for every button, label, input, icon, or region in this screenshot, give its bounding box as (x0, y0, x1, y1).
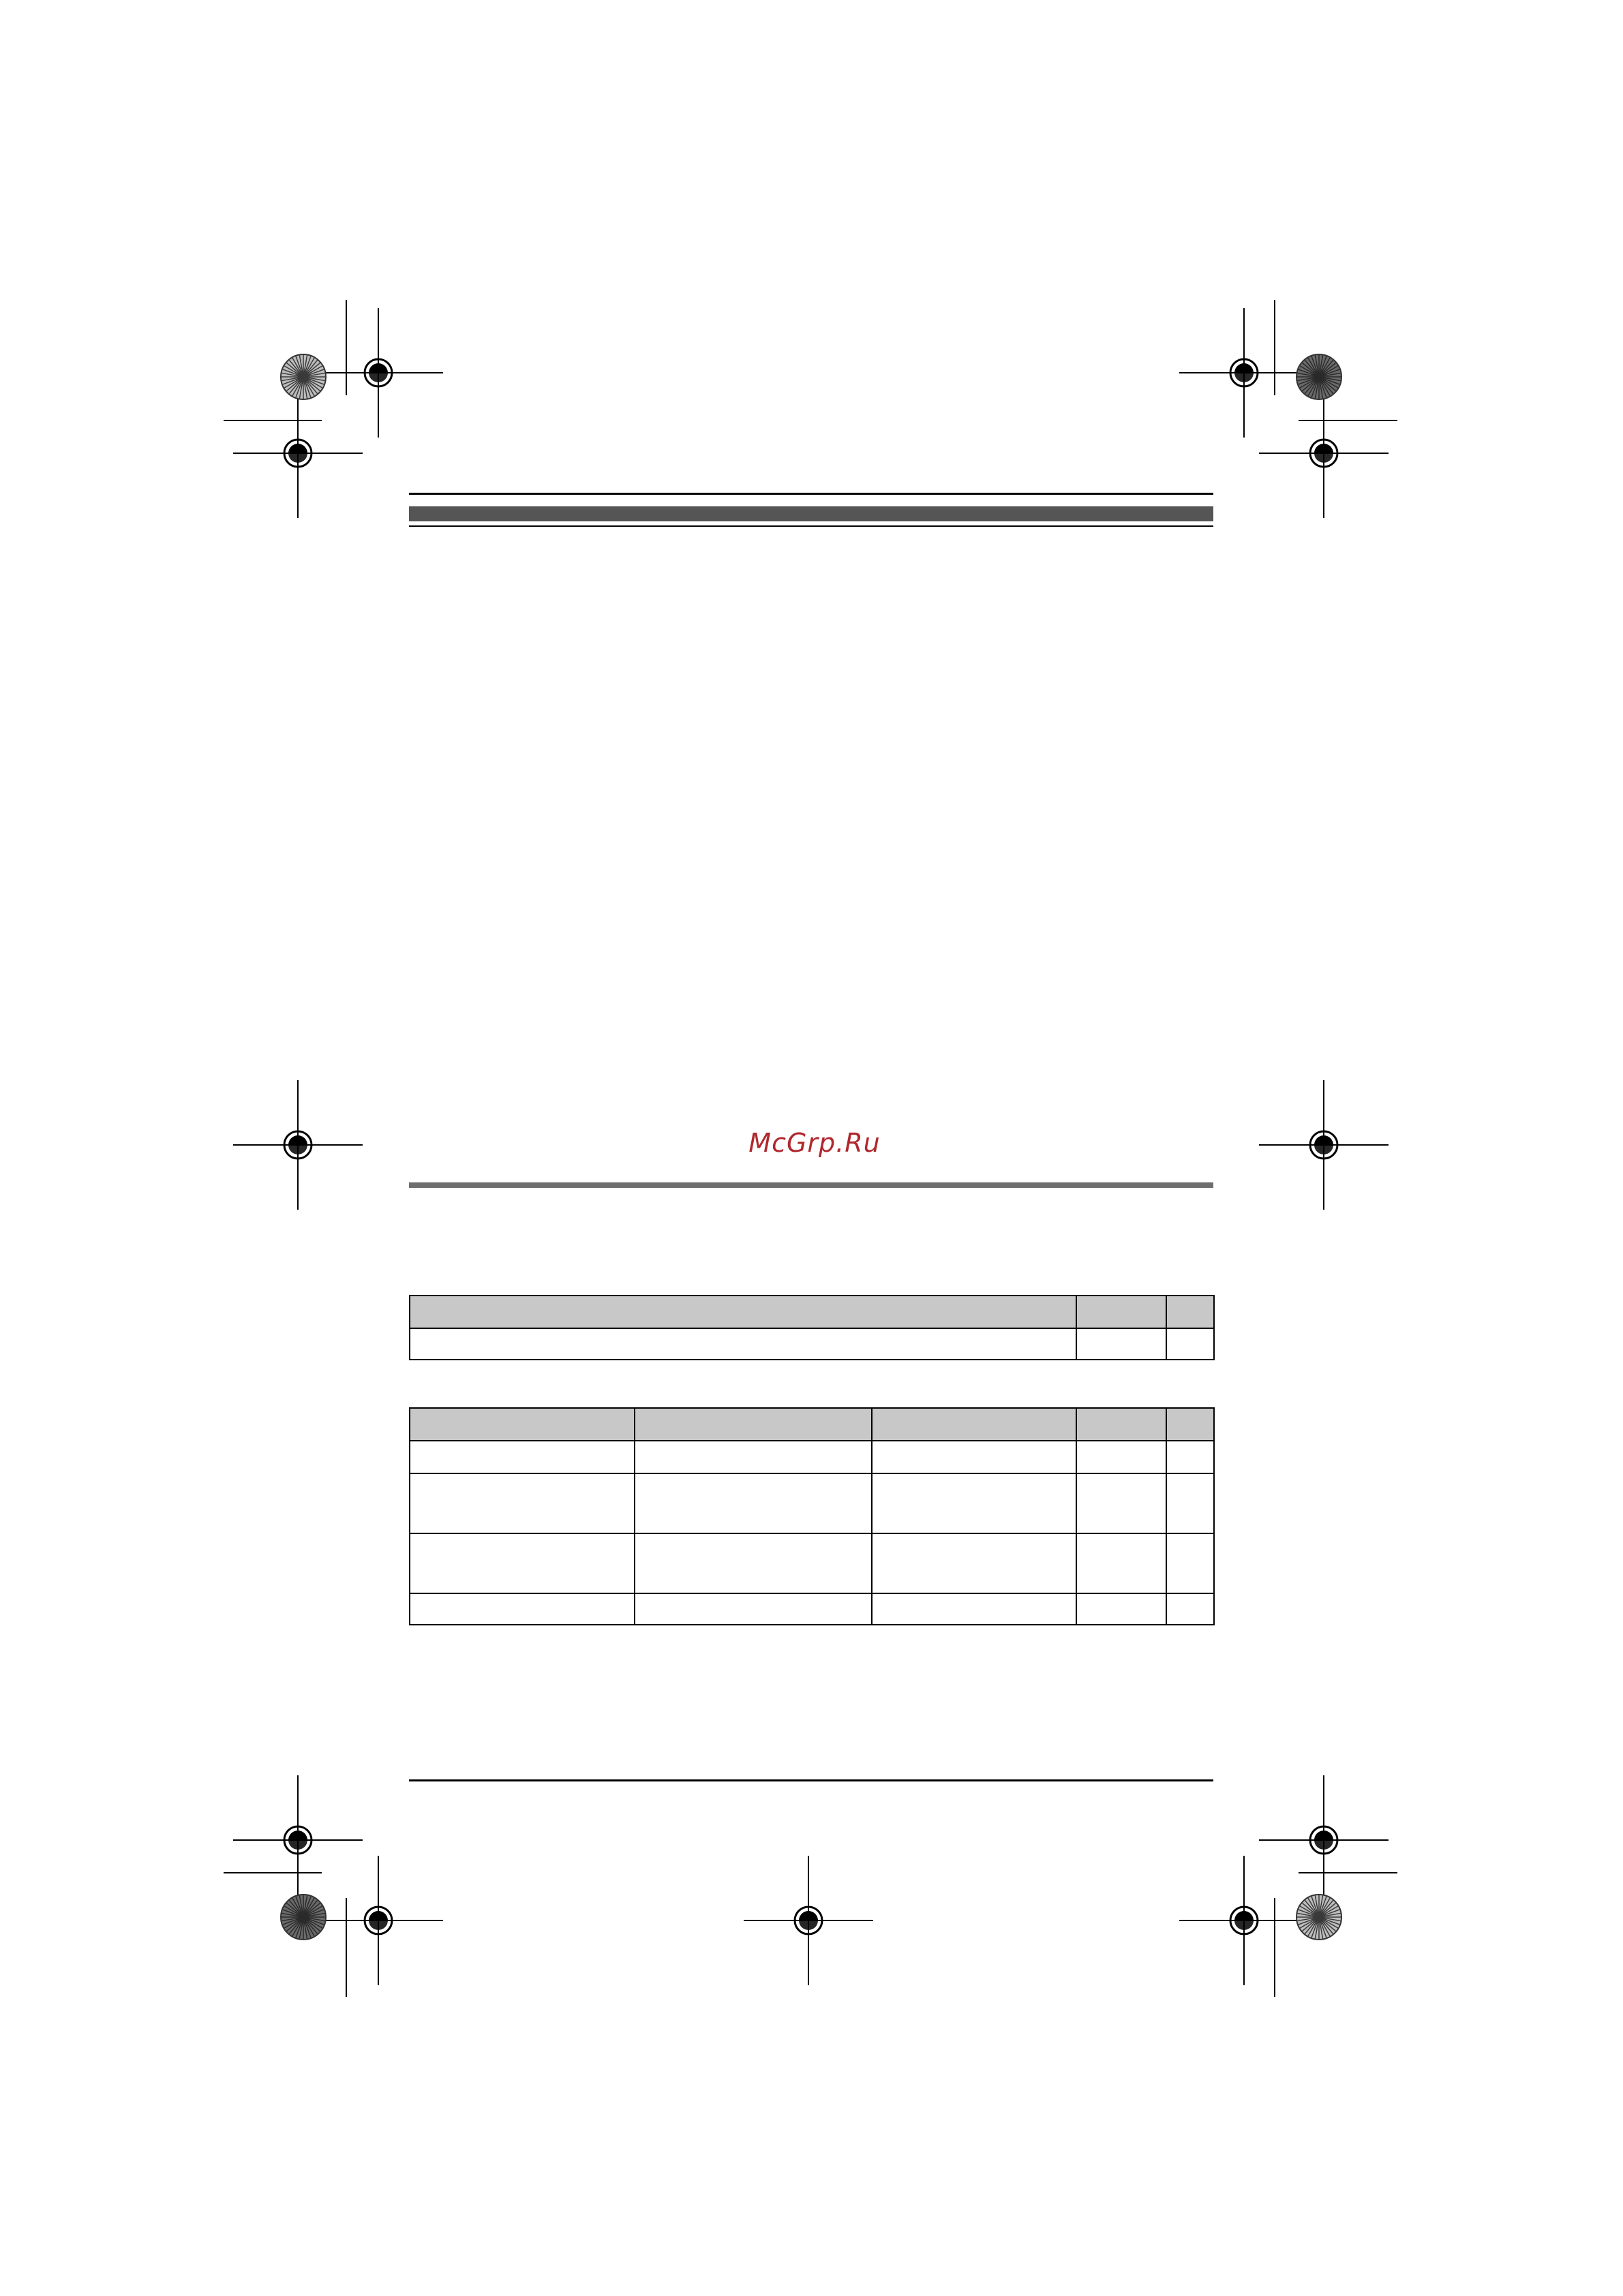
table-header-cell (872, 1408, 1076, 1441)
table-header-cell (1076, 1408, 1166, 1441)
crosshair-registration-icon (1259, 1775, 1389, 1905)
crosshair-registration-icon (1259, 388, 1389, 518)
crosshair-registration-icon (233, 1080, 363, 1210)
crosshair-registration-icon (744, 1856, 873, 1985)
table-cell (635, 1593, 872, 1625)
section-rule (409, 1182, 1213, 1188)
starburst-target-icon (1296, 1895, 1341, 1940)
table-header-row (410, 1408, 1214, 1441)
table-row (410, 1328, 1214, 1360)
table-cell (872, 1593, 1076, 1625)
table-row (410, 1441, 1214, 1473)
crosshair-registration-icon (314, 308, 443, 438)
table-cell (410, 1593, 635, 1625)
header-bottom-rule (409, 525, 1213, 527)
table-cell (1076, 1328, 1166, 1360)
table-cell (872, 1533, 1076, 1593)
starburst-target-icon (1296, 354, 1341, 399)
table-cell (1166, 1533, 1214, 1593)
table-cell (1076, 1473, 1166, 1533)
crosshair-registration-icon (1259, 1080, 1389, 1210)
table-header-cell (1166, 1408, 1214, 1441)
crosshair-registration-icon (1179, 308, 1309, 438)
header-thick-bar (409, 506, 1213, 521)
table-cell (1166, 1441, 1214, 1473)
table-cell (635, 1533, 872, 1593)
spec-table-top (409, 1295, 1215, 1360)
table-cell (410, 1441, 635, 1473)
table-cell (410, 1328, 1076, 1360)
table-header-cell (410, 1408, 635, 1441)
starburst-target-icon (281, 1895, 326, 1940)
table-row (410, 1533, 1214, 1593)
crosshair-registration-icon (1179, 1856, 1309, 1985)
watermark-text: McGrp.Ru (748, 1128, 881, 1158)
table-row (410, 1473, 1214, 1533)
header-thin-rule (409, 493, 1213, 495)
table-cell (410, 1533, 635, 1593)
table-cell (1076, 1441, 1166, 1473)
table-cell (635, 1441, 872, 1473)
table-cell (872, 1441, 1076, 1473)
table-cell (410, 1473, 635, 1533)
table-cell (1166, 1328, 1214, 1360)
starburst-target-icon (281, 354, 326, 399)
table-cell (1076, 1593, 1166, 1625)
table-header-cell (635, 1408, 872, 1441)
crosshair-registration-icon (233, 1775, 363, 1905)
table-cell (635, 1473, 872, 1533)
table-cell (1166, 1593, 1214, 1625)
table-cell (1166, 1473, 1214, 1533)
table-header-cell (1166, 1296, 1214, 1328)
crosshair-registration-icon (314, 1856, 443, 1985)
table-cell (872, 1473, 1076, 1533)
table-header-cell (1076, 1296, 1166, 1328)
table-row (410, 1593, 1214, 1625)
spec-table-bottom (409, 1407, 1215, 1625)
footer-rule (409, 1779, 1213, 1781)
table-header-row (410, 1296, 1214, 1328)
table-cell (1076, 1533, 1166, 1593)
crosshair-registration-icon (233, 388, 363, 518)
table-header-cell (410, 1296, 1076, 1328)
